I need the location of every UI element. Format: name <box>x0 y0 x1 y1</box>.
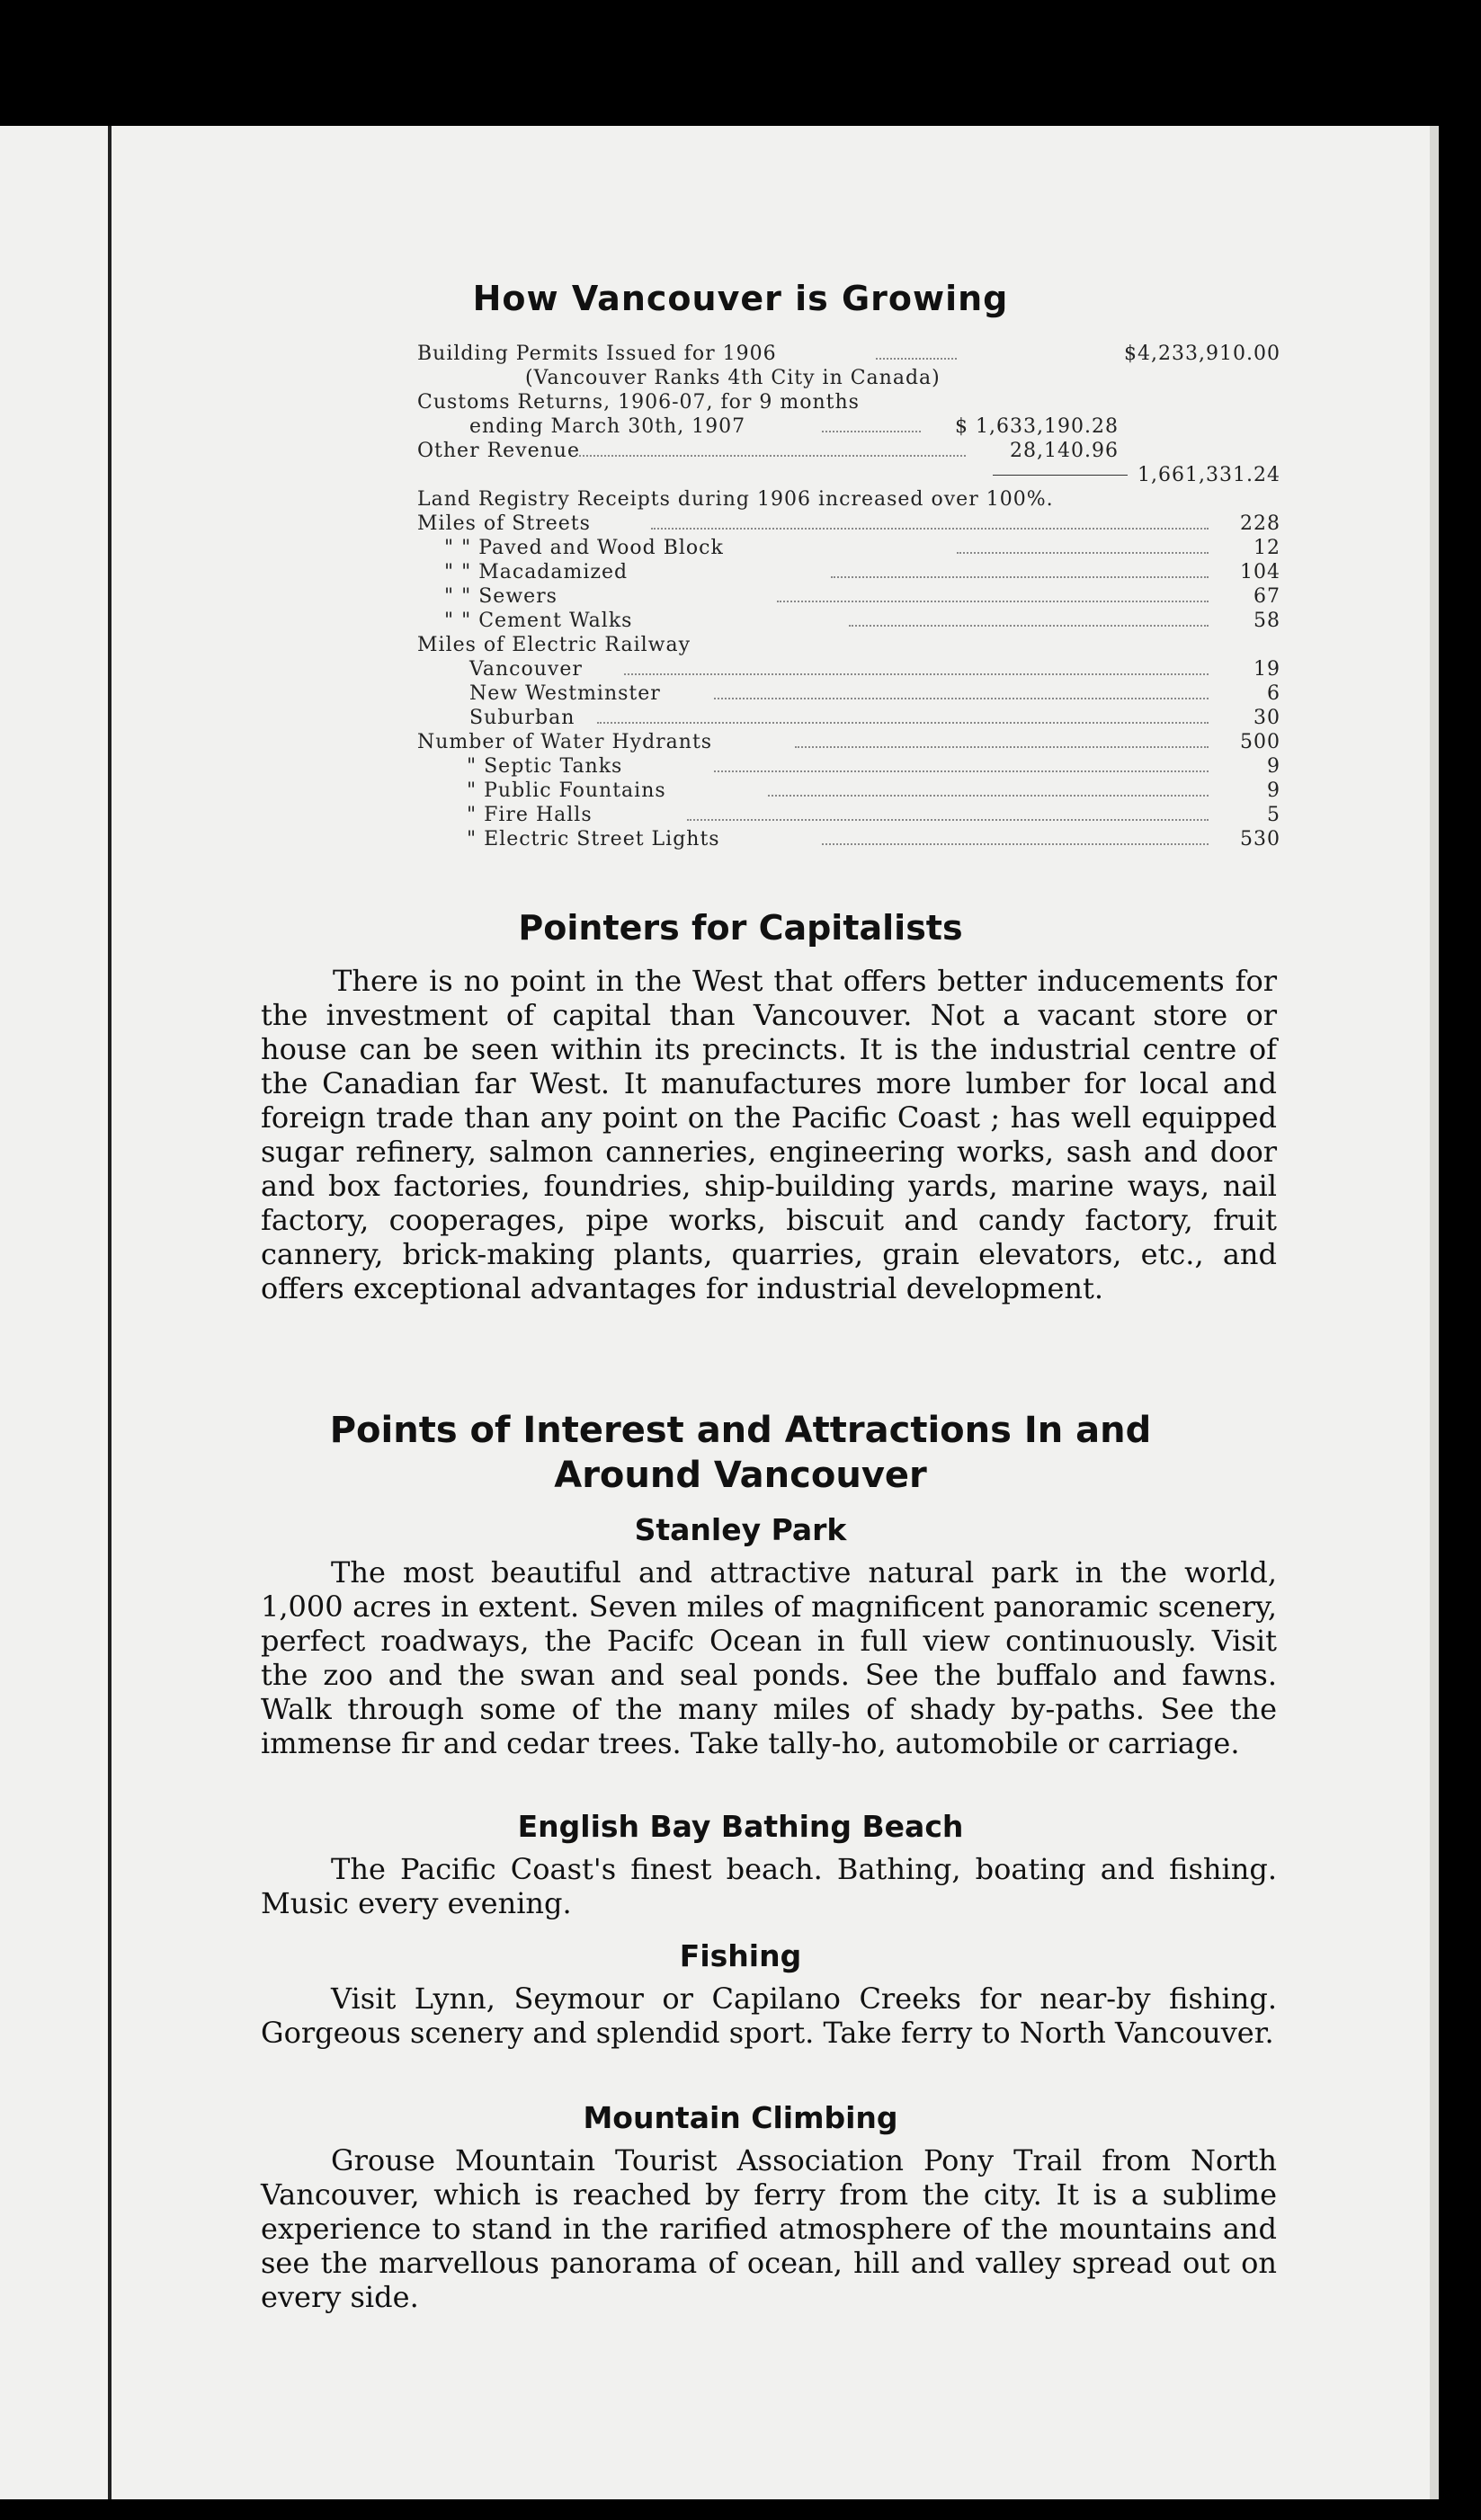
stat-label: Number of Water Hydrants <box>417 731 713 753</box>
stat-value: 19 <box>1253 658 1280 681</box>
leader-dots <box>957 536 1209 554</box>
stat-value: 67 <box>1253 585 1280 608</box>
interest-title-line1: Points of Interest and Attractions In and <box>329 1410 1152 1451</box>
stat-value: 6 <box>1267 682 1280 705</box>
stat-label: " " Sewers <box>444 585 558 608</box>
stat-row <box>417 827 1280 851</box>
leader-dots <box>831 560 1209 578</box>
stat-row <box>417 609 1280 633</box>
stat-label: Suburban <box>469 707 575 729</box>
leader-dots <box>822 414 921 432</box>
stat-row <box>417 560 1280 584</box>
stat-value: 1,661,331.24 <box>1138 464 1280 486</box>
stat-row <box>417 536 1280 560</box>
stat-label: New Westminster <box>469 682 661 705</box>
stat-value: 58 <box>1253 610 1280 632</box>
stat-row <box>417 414 1280 439</box>
stat-row <box>417 512 1280 536</box>
stat-label: " " Paved and Wood Block <box>444 537 724 559</box>
fishing-paragraph: Visit Lynn, Seymour or Capilano Creeks for near-by fishing. Gorgeous scenery and splendid sport. Take ferry to North Vancouver. <box>261 1981 1277 2050</box>
stat-label: Customs Returns, 1906-07, for 9 months <box>417 391 860 414</box>
stat-row <box>417 779 1280 803</box>
stat-label: " " Macadamized <box>444 561 629 583</box>
stat-label: " Fire Halls <box>467 804 593 826</box>
stat-row <box>417 633 1280 657</box>
stat-value: $4,233,910.00 <box>1124 343 1280 365</box>
leader-dots <box>876 342 957 360</box>
leader-dots <box>597 706 1209 724</box>
mountain-climbing-paragraph: Grouse Mountain Tourist Association Pony Trail from North Vancouver, which is reached by ferry from the city. It is a sublime experience to stand in the rarified atmosphere of the mountains and see the marvellous panorama of ocean, hill and valley spread out on every side. <box>261 2143 1277 2314</box>
english-bay-heading: English Bay Bathing Beach <box>517 1809 964 1844</box>
stat-label: " " Cement Walks <box>444 610 633 632</box>
leader-dots <box>768 779 1209 797</box>
leader-dots <box>795 730 1209 748</box>
stanley-park-paragraph: The most beautiful and attractive natural park in the world, 1,000 acres in extent. Seven miles of magnificent panoramic scenery, perfect roadways, the Pacifc Ocean in full view continuously. Visit the zoo and the swan and seal ponds. See the buffalo and fawns. Walk through some of the many miles of shady by-paths. See the immense fir and cedar trees. Take tally-ho, automobile or carriage. <box>261 1555 1277 1760</box>
leader-dots <box>714 754 1209 772</box>
stat-row <box>417 390 1280 414</box>
stat-label: ending March 30th, 1907 <box>469 415 746 438</box>
stat-label: (Vancouver Ranks 4th City in Canada) <box>525 367 941 389</box>
stat-value: 530 <box>1240 828 1280 850</box>
stat-value: 500 <box>1240 731 1280 753</box>
stat-label: " Septic Tanks <box>467 755 623 778</box>
stat-value: 9 <box>1267 779 1280 802</box>
stat-value: 5 <box>1267 804 1280 826</box>
stat-row <box>417 730 1280 754</box>
stat-row <box>417 463 1280 487</box>
leader-dots <box>579 439 966 457</box>
stat-value: 12 <box>1253 537 1280 559</box>
stat-label: Land Registry Receipts during 1906 increased over 100%. <box>417 488 1054 511</box>
leader-dots <box>777 584 1209 602</box>
leader-dots <box>687 803 1209 821</box>
page-gutter-line <box>108 126 112 2499</box>
leader-dots <box>849 609 1209 627</box>
stat-label: Other Revenue <box>417 440 580 462</box>
leader-dots <box>624 657 1209 675</box>
stat-row <box>417 657 1280 681</box>
capitalists-paragraph: There is no point in the West that offers better inducements for the investment of capital than Vancouver. Not a vacant store or house can be seen within its precincts. It is the industrial centre of the Canadian far West. It manufactures more lumber for local and foreign trade than any point on the Pacific Coast ; has well equipped sugar refinery, salmon canneries, engineering works, sash and door and box factories, foundries, ship-building yards, marine ways, nail factory, cooperages, pipe works, biscuit and candy factory, fruit cannery, brick-making plants, quarries, grain elevators, etc., and offers exceptional advantages for industrial development. <box>261 964 1277 1305</box>
leader-dots <box>651 512 1209 530</box>
stat-label: Miles of Electric Railway <box>417 634 691 656</box>
stat-value: 104 <box>1240 561 1280 583</box>
stat-value: 28,140.96 <box>1010 440 1119 462</box>
stat-row <box>417 681 1280 706</box>
stat-label: Building Permits Issued for 1906 <box>417 343 777 365</box>
stat-label: Vancouver <box>469 658 583 681</box>
leader-dots <box>822 827 1209 845</box>
sum-rule <box>993 475 1128 476</box>
stat-row <box>417 584 1280 609</box>
interest-title-line2: Around Vancouver <box>554 1455 927 1496</box>
stat-value: $ 1,633,190.28 <box>955 415 1119 438</box>
stat-value: 228 <box>1240 512 1280 535</box>
growing-title: How Vancouver is Growing <box>472 279 1009 318</box>
page-right-edge <box>1430 126 1439 2499</box>
growth-statistics <box>417 342 1280 851</box>
leader-dots <box>714 681 1209 699</box>
stat-row <box>417 803 1280 827</box>
stanley-park-heading: Stanley Park <box>634 1512 847 1547</box>
stat-label: " Public Fountains <box>467 779 666 802</box>
fishing-heading: Fishing <box>679 1938 802 1973</box>
stat-row <box>417 366 1280 390</box>
stat-value: 9 <box>1267 755 1280 778</box>
stat-row <box>417 487 1280 512</box>
stat-value: 30 <box>1253 707 1280 729</box>
stat-row <box>417 439 1280 463</box>
mountain-climbing-heading: Mountain Climbing <box>583 2100 898 2135</box>
stat-row <box>417 342 1280 366</box>
english-bay-paragraph: The Pacific Coast's finest beach. Bathing, boating and fishing. Music every evening. <box>261 1852 1277 1920</box>
stat-row <box>417 754 1280 779</box>
capitalists-title: Pointers for Capitalists <box>518 908 963 948</box>
stat-label: Miles of Streets <box>417 512 591 535</box>
stat-label: " Electric Street Lights <box>467 828 720 850</box>
stat-row <box>417 706 1280 730</box>
